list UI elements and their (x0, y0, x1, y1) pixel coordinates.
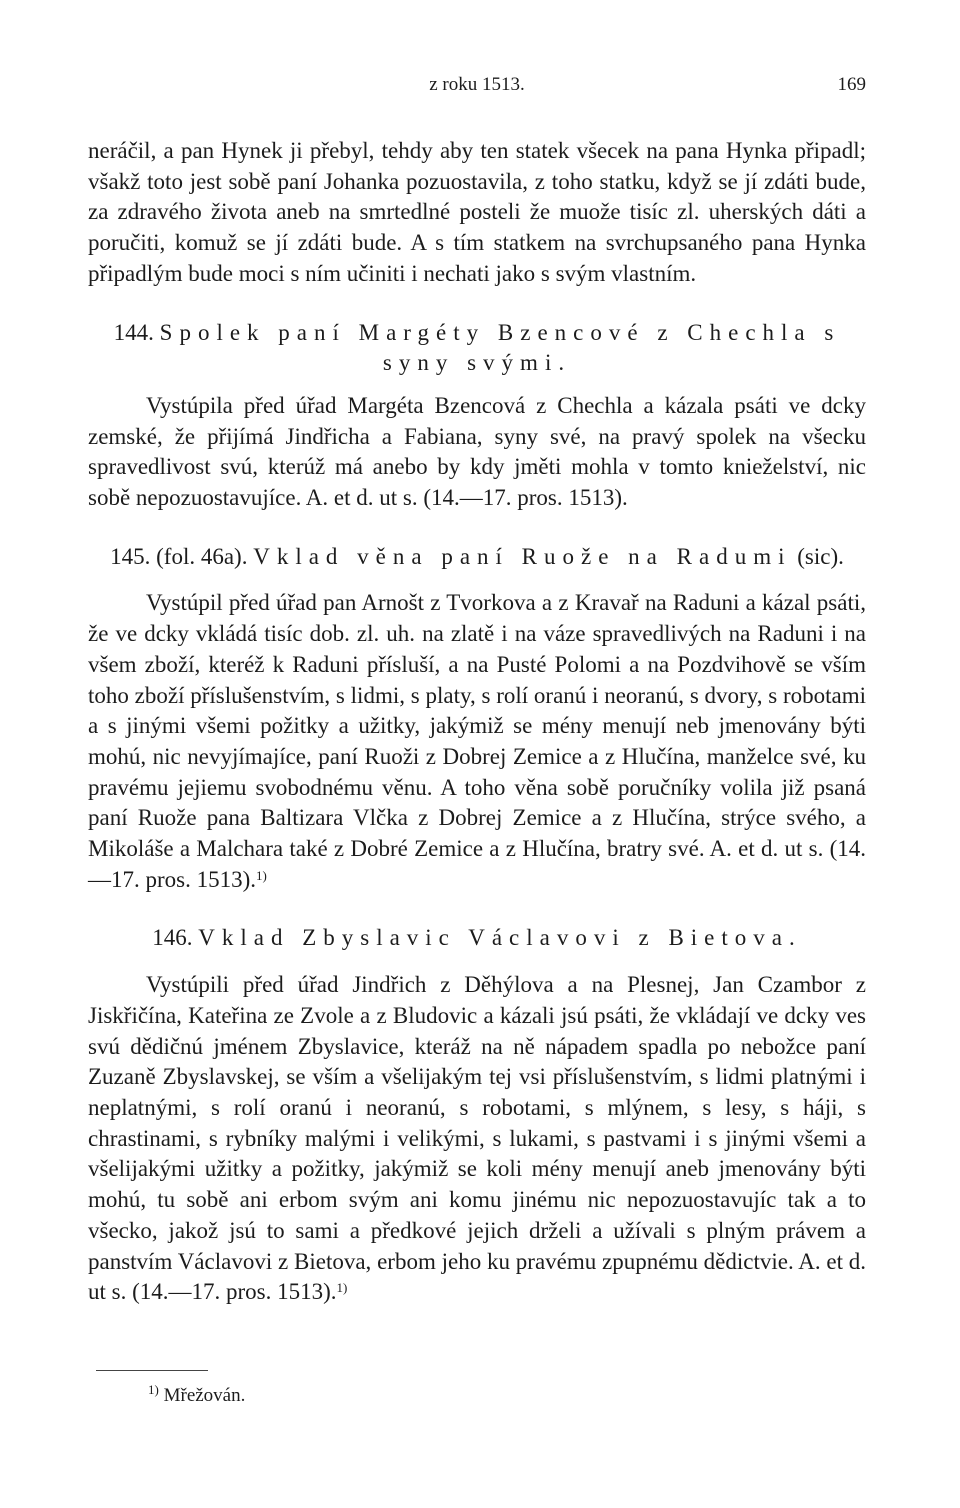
entry-145-body: Vystúpil před úřad pan Arnošt z Tvorkova a z Kravař na Raduni a kázal psáti, že ve dcky vkládá tisíc dob. zl. uh. na zlatě i na váze spravedlivých na Raduni i na všem zboží, kteréž k Raduni přísluší, a na Pusté Polomi a na Pozdvihově se vším toho zboží příslušenstvím, s lidmi, s platy, s rolí oranú i neoranú, s dvory, s robotami a s jinými všemi požitky a užitky, jakýmiž se mény menují neb jmenovány býti mohú, nic nevyjímajíce, paní Ruoži z Dobrej Zemice a z Hlučína, manželce své, ku pravému jejiemu svobodnému věnu. A toho věna sobě poručníky volila již psaná paní Ruože pana Baltizara Vlčka z Dobrej Zemice a z Hlučína, strýce svého, a Mikoláše a Malchara také z Dobré Zemice a z Hlučína, bratry své. A. et d. ut s. (14.—17. pros. 1513). (88, 590, 866, 892)
footnote-reference: 1) (256, 867, 267, 883)
entry-146-title: Vklad Zbyslavic Václavovi z Bietova. (198, 925, 802, 951)
entry-146-text (88, 970, 866, 1308)
entry-146-body: Vystúpili před úřad Jindřich z Děhýlova a na Plesnej, Jan Czambor z Jiskřičína, Kateřina ze Zvole a z Bludovic a kázali jsú psáti, že vkládají ve dcky ves svú dědičnú jménem Zbyslavice, kteráž na ně nápadem spadla po nebožce paní Zuzaně Zbyslavskej, se vším a všelijakým tej vsi příslušenstvím, s lidmi platnými i neplatnými, s rolí oranú i neoranú, s robotami, s mlýnem, s lesy, s háji, s chrastinami, s rybníky malými i velikými, s lukami, s pastvami i s jinými všemi a všelijakými užitky a požitky, jakýmiž se koli mény menují aneb jmenovány býti mohú, tu sobě ani erbom svým ani komu jinému nic nepozuostavujíc tak a to všecko, jakož jsú to sami a předkové jejich drželi a užívali s plným právem a panstvím Václavovi z Bietova, erbom jeho ku pravému zpupnému dědictvie. A. et d. ut s. (14.—17. pros. 1513). (88, 972, 866, 1305)
entry-144-heading (88, 318, 866, 379)
entry-145-title: Vklad věna paní Ruože na Radumi (253, 543, 792, 569)
footnote-separator (96, 1370, 208, 1371)
footnote (148, 1382, 246, 1407)
running-header (88, 74, 866, 102)
entry-144-title: Spolek paní Margéty Bzencové z Chechla s syny svými. (159, 319, 841, 376)
entry-144-number: 144. (113, 319, 154, 345)
running-title: z roku 1513. (429, 74, 525, 95)
footnote-reference: 1) (336, 1280, 348, 1296)
entry-145-heading (88, 542, 866, 573)
entry-145-text (88, 588, 866, 895)
footnote-mark: 1) (148, 1382, 159, 1397)
entry-144-text: Vystúpila před úřad Margéta Bzencová z Chechla a kázala psáti ve dcky zemské, že přijímá Jindřicha a Fabiana, syny své, na pravý spolek na všecku spravedlivost svú, kterúž má anebo by kdy jměti mohla v tomto knieželství, nic sobě nepozuostavujíce. A. et d. ut s. (14.—17. pros. 1513). (88, 392, 866, 511)
entry-145-sic: (sic). (797, 543, 844, 569)
page-body (88, 136, 866, 1308)
entry-146-number: 146. (152, 925, 193, 951)
footnote-text: Mřežován. (163, 1385, 246, 1406)
entry-145-folio: (fol. 46a). (156, 543, 248, 569)
page-number: 169 (837, 74, 866, 95)
entry-146-heading (88, 923, 866, 954)
entry-145-number: 145. (110, 543, 151, 569)
continuation-paragraph: neráčil, a pan Hynek ji přebyl, tehdy aby ten statek všecek na pana Hynka připadl; všakž toto jest sobě paní Johanka pozuostavila, z toho statku, když se jí zdáti bude, za zdravého života aneb na smrtedlné posteli že muože tisíc zl. uherských dáti a poručiti, komuž se jí zdáti bude. A s tím statkem na svrchupsaného pana Hynka připadlým bude moci s ním učiniti i nechati jako s svým vlastním. (88, 138, 866, 286)
